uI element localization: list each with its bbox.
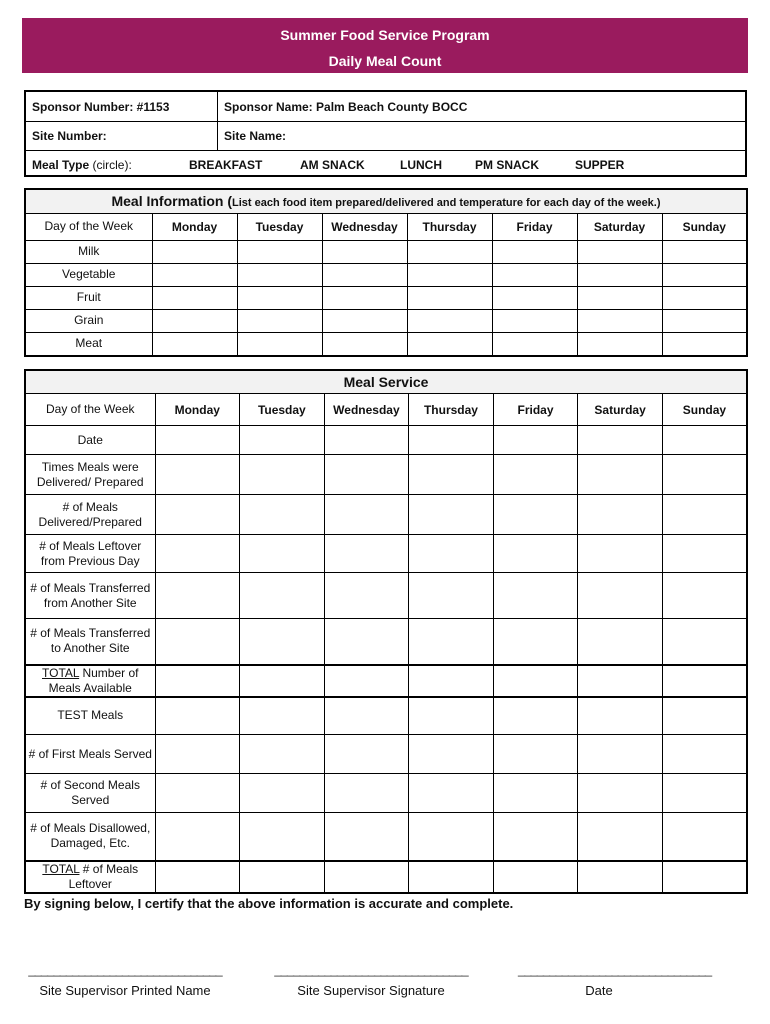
table-row xyxy=(25,286,747,309)
entry-cell[interactable] xyxy=(324,774,409,813)
entry-cell[interactable] xyxy=(324,665,409,697)
entry-cell[interactable] xyxy=(409,619,494,665)
entry-cell[interactable] xyxy=(662,735,747,774)
entry-cell[interactable] xyxy=(409,735,494,774)
entry-cell[interactable] xyxy=(493,697,578,735)
entry-cell[interactable] xyxy=(577,240,662,263)
entry-cell[interactable] xyxy=(492,309,577,332)
row-label-transferred-to: # of Meals Transferred to Another Site xyxy=(25,619,155,665)
entry-cell[interactable] xyxy=(578,573,663,619)
entry-cell[interactable] xyxy=(240,535,325,573)
table-row xyxy=(25,573,747,619)
day-header: Tuesday xyxy=(237,213,322,240)
entry-cell[interactable] xyxy=(493,735,578,774)
entry-cell[interactable] xyxy=(152,332,237,356)
row-label-transferred-from: # of Meals Transferred from Another Site xyxy=(25,573,155,619)
entry-cell[interactable] xyxy=(237,286,322,309)
entry-cell[interactable] xyxy=(662,455,747,495)
row-label-grain: Grain xyxy=(25,309,152,332)
entry-cell[interactable] xyxy=(409,455,494,495)
entry-cell[interactable] xyxy=(492,240,577,263)
entry-cell[interactable] xyxy=(407,263,492,286)
signature-caption: Site Supervisor Signature xyxy=(297,983,445,998)
entry-cell[interactable] xyxy=(407,286,492,309)
entry-cell[interactable] xyxy=(324,455,409,495)
entry-cell[interactable] xyxy=(409,861,494,893)
signature-line: _______________________________ xyxy=(28,962,222,977)
row-label-fruit: Fruit xyxy=(25,286,152,309)
entry-cell[interactable] xyxy=(662,619,747,665)
entry-cell[interactable] xyxy=(662,263,747,286)
entry-cell[interactable] xyxy=(492,263,577,286)
entry-cell[interactable] xyxy=(407,332,492,356)
entry-cell[interactable] xyxy=(493,861,578,893)
entry-cell[interactable] xyxy=(155,774,240,813)
entry-cell[interactable] xyxy=(322,332,407,356)
sponsor-info-box xyxy=(24,90,747,177)
entry-cell[interactable] xyxy=(155,665,240,697)
row-label-disallowed: # of Meals Disallowed, Damaged, Etc. xyxy=(25,813,155,861)
entry-cell[interactable] xyxy=(409,813,494,861)
day-header: Friday xyxy=(492,213,577,240)
row-label-milk: Milk xyxy=(25,240,152,263)
row-label-total-available xyxy=(25,665,155,697)
entry-cell[interactable] xyxy=(240,495,325,535)
entry-cell[interactable] xyxy=(662,495,747,535)
entry-cell[interactable] xyxy=(662,426,747,455)
table-row xyxy=(25,813,747,861)
day-header: Sunday xyxy=(662,394,747,426)
entry-cell[interactable] xyxy=(407,309,492,332)
table-row xyxy=(25,697,747,735)
entry-cell[interactable] xyxy=(155,426,240,455)
table-row xyxy=(25,263,747,286)
entry-cell[interactable] xyxy=(155,735,240,774)
entry-cell[interactable] xyxy=(578,619,663,665)
sponsor-row xyxy=(26,92,745,122)
entry-cell[interactable] xyxy=(152,286,237,309)
entry-cell[interactable] xyxy=(155,813,240,861)
row-label-test-meals: TEST Meals xyxy=(25,697,155,735)
entry-cell[interactable] xyxy=(662,309,747,332)
day-of-week-label: Day of the Week xyxy=(25,213,152,240)
total-underline: TOTAL xyxy=(42,861,80,876)
entry-cell[interactable] xyxy=(152,309,237,332)
entry-cell[interactable] xyxy=(407,240,492,263)
meal-information-title: Meal Information ( xyxy=(111,193,233,210)
day-header: Saturday xyxy=(577,213,662,240)
row-label-vegetable: Vegetable xyxy=(25,263,152,286)
day-header: Sunday xyxy=(662,213,747,240)
entry-cell[interactable] xyxy=(240,813,325,861)
entry-cell[interactable] xyxy=(240,735,325,774)
entry-cell[interactable] xyxy=(578,535,663,573)
entry-cell[interactable] xyxy=(409,535,494,573)
entry-cell[interactable] xyxy=(577,309,662,332)
entry-cell[interactable] xyxy=(662,240,747,263)
entry-cell[interactable] xyxy=(240,619,325,665)
entry-cell[interactable] xyxy=(324,813,409,861)
day-header: Monday xyxy=(152,213,237,240)
entry-cell[interactable] xyxy=(155,697,240,735)
entry-cell[interactable] xyxy=(662,861,747,893)
row-label-meals-delivered: # of Meals Delivered/Prepared xyxy=(25,495,155,535)
entry-cell[interactable] xyxy=(324,426,409,455)
sponsor-name: Sponsor Name: Palm Beach County BOCC xyxy=(217,92,747,121)
entry-cell[interactable] xyxy=(324,573,409,619)
table-row xyxy=(25,861,747,893)
entry-cell[interactable] xyxy=(409,697,494,735)
table-row xyxy=(25,619,747,665)
total-underline: TOTAL xyxy=(42,665,80,680)
meal-information-table xyxy=(24,188,748,357)
entry-cell[interactable] xyxy=(493,426,578,455)
row-label-leftover-previous: # of Meals Leftover from Previous Day xyxy=(25,535,155,573)
entry-cell[interactable] xyxy=(322,309,407,332)
entry-cell[interactable] xyxy=(240,774,325,813)
day-header: Saturday xyxy=(578,394,663,426)
date-caption: Date xyxy=(585,983,613,998)
printed-name-signature-block[interactable] xyxy=(22,962,228,998)
table-row xyxy=(25,309,747,332)
entry-cell[interactable] xyxy=(493,813,578,861)
entry-cell[interactable] xyxy=(578,774,663,813)
entry-cell[interactable] xyxy=(240,573,325,619)
meal-type-supper[interactable]: SUPPER xyxy=(575,157,625,172)
meal-information-note: List each food item prepared/delivered and temperature for each day of the week.) xyxy=(232,197,661,210)
entry-cell[interactable] xyxy=(155,535,240,573)
entry-cell[interactable] xyxy=(578,455,663,495)
meal-type-breakfast[interactable]: BREAKFAST xyxy=(189,157,263,172)
entry-cell[interactable] xyxy=(155,861,240,893)
entry-cell[interactable] xyxy=(237,332,322,356)
entry-cell[interactable] xyxy=(578,813,663,861)
date-signature-block[interactable] xyxy=(518,962,712,998)
signature-line: _______________________________ xyxy=(274,962,468,977)
entry-cell[interactable] xyxy=(662,573,747,619)
meal-type-hint: (circle): xyxy=(92,157,132,172)
row-label-first-meals: # of First Meals Served xyxy=(25,735,155,774)
entry-cell[interactable] xyxy=(577,286,662,309)
entry-cell[interactable] xyxy=(152,263,237,286)
site-row xyxy=(26,121,745,151)
entry-cell[interactable] xyxy=(237,240,322,263)
entry-cell[interactable] xyxy=(324,735,409,774)
entry-cell[interactable] xyxy=(493,665,578,697)
entry-cell[interactable] xyxy=(578,735,663,774)
meal-type-label-cell xyxy=(26,150,186,179)
day-header: Wednesday xyxy=(324,394,409,426)
total-available-text: Number of Meals Available xyxy=(48,665,139,695)
entry-cell[interactable] xyxy=(577,332,662,356)
entry-cell[interactable] xyxy=(578,861,663,893)
header-banner xyxy=(22,18,748,73)
table-row xyxy=(25,535,747,573)
table-row xyxy=(25,735,747,774)
total-leftover-text: # of Meals Leftover xyxy=(68,861,139,891)
entry-cell[interactable] xyxy=(322,263,407,286)
certification-statement: By signing below, I certify that the above information is accurate and complete. xyxy=(24,896,514,911)
entry-cell[interactable] xyxy=(662,697,747,735)
row-label-times-delivered: Times Meals were Delivered/ Prepared xyxy=(25,455,155,495)
entry-cell[interactable] xyxy=(240,861,325,893)
entry-cell[interactable] xyxy=(409,774,494,813)
site-name-field[interactable]: Site Name: xyxy=(217,121,747,150)
meal-type-am-snack[interactable]: AM SNACK xyxy=(300,157,365,172)
table-row xyxy=(25,774,747,813)
entry-cell[interactable] xyxy=(324,861,409,893)
day-header: Tuesday xyxy=(240,394,325,426)
day-header: Friday xyxy=(493,394,578,426)
entry-cell[interactable] xyxy=(578,495,663,535)
day-header: Thursday xyxy=(407,213,492,240)
row-label-total-leftover xyxy=(25,861,155,893)
entry-cell[interactable] xyxy=(577,263,662,286)
day-header: Thursday xyxy=(409,394,494,426)
entry-cell[interactable] xyxy=(493,573,578,619)
entry-cell[interactable] xyxy=(324,619,409,665)
entry-cell[interactable] xyxy=(578,665,663,697)
row-label-meat: Meat xyxy=(25,332,152,356)
entry-cell[interactable] xyxy=(662,535,747,573)
entry-cell[interactable] xyxy=(409,495,494,535)
entry-cell[interactable] xyxy=(662,665,747,697)
entry-cell[interactable] xyxy=(662,774,747,813)
entry-cell[interactable] xyxy=(409,426,494,455)
form-title: Summer Food Service Program xyxy=(280,27,490,43)
entry-cell[interactable] xyxy=(578,697,663,735)
sponsor-number: Sponsor Number: #1153 xyxy=(32,99,170,114)
day-header: Monday xyxy=(155,394,240,426)
table-row xyxy=(25,665,747,697)
entry-cell[interactable] xyxy=(493,619,578,665)
entry-cell[interactable] xyxy=(155,619,240,665)
entry-cell[interactable] xyxy=(493,774,578,813)
entry-cell[interactable] xyxy=(240,455,325,495)
signature-line: _______________________________ xyxy=(518,962,712,977)
entry-cell[interactable] xyxy=(662,286,747,309)
entry-cell[interactable] xyxy=(240,426,325,455)
entry-cell[interactable] xyxy=(237,309,322,332)
entry-cell[interactable] xyxy=(324,495,409,535)
site-number-field[interactable]: Site Number: xyxy=(32,128,107,143)
entry-cell[interactable] xyxy=(237,263,322,286)
entry-cell[interactable] xyxy=(578,426,663,455)
meal-type-label: Meal Type xyxy=(32,157,90,172)
meal-type-lunch[interactable]: LUNCH xyxy=(400,157,442,172)
meal-type-row xyxy=(26,150,745,179)
entry-cell[interactable] xyxy=(322,286,407,309)
entry-cell[interactable] xyxy=(662,332,747,356)
table-row xyxy=(25,332,747,356)
form-subtitle: Daily Meal Count xyxy=(328,53,442,69)
entry-cell[interactable] xyxy=(409,573,494,619)
supervisor-signature-block[interactable] xyxy=(268,962,474,998)
meal-information-header xyxy=(25,189,747,213)
day-header: Wednesday xyxy=(322,213,407,240)
entry-cell[interactable] xyxy=(324,697,409,735)
entry-cell[interactable] xyxy=(152,240,237,263)
meal-service-table xyxy=(24,369,748,894)
entry-cell[interactable] xyxy=(324,535,409,573)
entry-cell[interactable] xyxy=(155,573,240,619)
entry-cell[interactable] xyxy=(493,495,578,535)
entry-cell[interactable] xyxy=(322,240,407,263)
entry-cell[interactable] xyxy=(662,813,747,861)
entry-cell[interactable] xyxy=(155,455,240,495)
entry-cell[interactable] xyxy=(493,455,578,495)
table-row xyxy=(25,495,747,535)
table-row xyxy=(25,240,747,263)
table-row xyxy=(25,426,747,455)
entry-cell[interactable] xyxy=(409,665,494,697)
entry-cell[interactable] xyxy=(240,665,325,697)
row-label-date: Date xyxy=(25,426,155,455)
entry-cell[interactable] xyxy=(240,697,325,735)
table-row xyxy=(25,455,747,495)
day-of-week-label: Day of the Week xyxy=(25,394,155,426)
entry-cell[interactable] xyxy=(155,495,240,535)
meal-type-pm-snack[interactable]: PM SNACK xyxy=(475,157,540,172)
meal-service-header: Meal Service xyxy=(25,370,747,394)
row-label-second-meals: # of Second Meals Served xyxy=(25,774,155,813)
printed-name-caption: Site Supervisor Printed Name xyxy=(39,983,211,998)
entry-cell[interactable] xyxy=(492,286,577,309)
entry-cell[interactable] xyxy=(493,535,578,573)
entry-cell[interactable] xyxy=(492,332,577,356)
